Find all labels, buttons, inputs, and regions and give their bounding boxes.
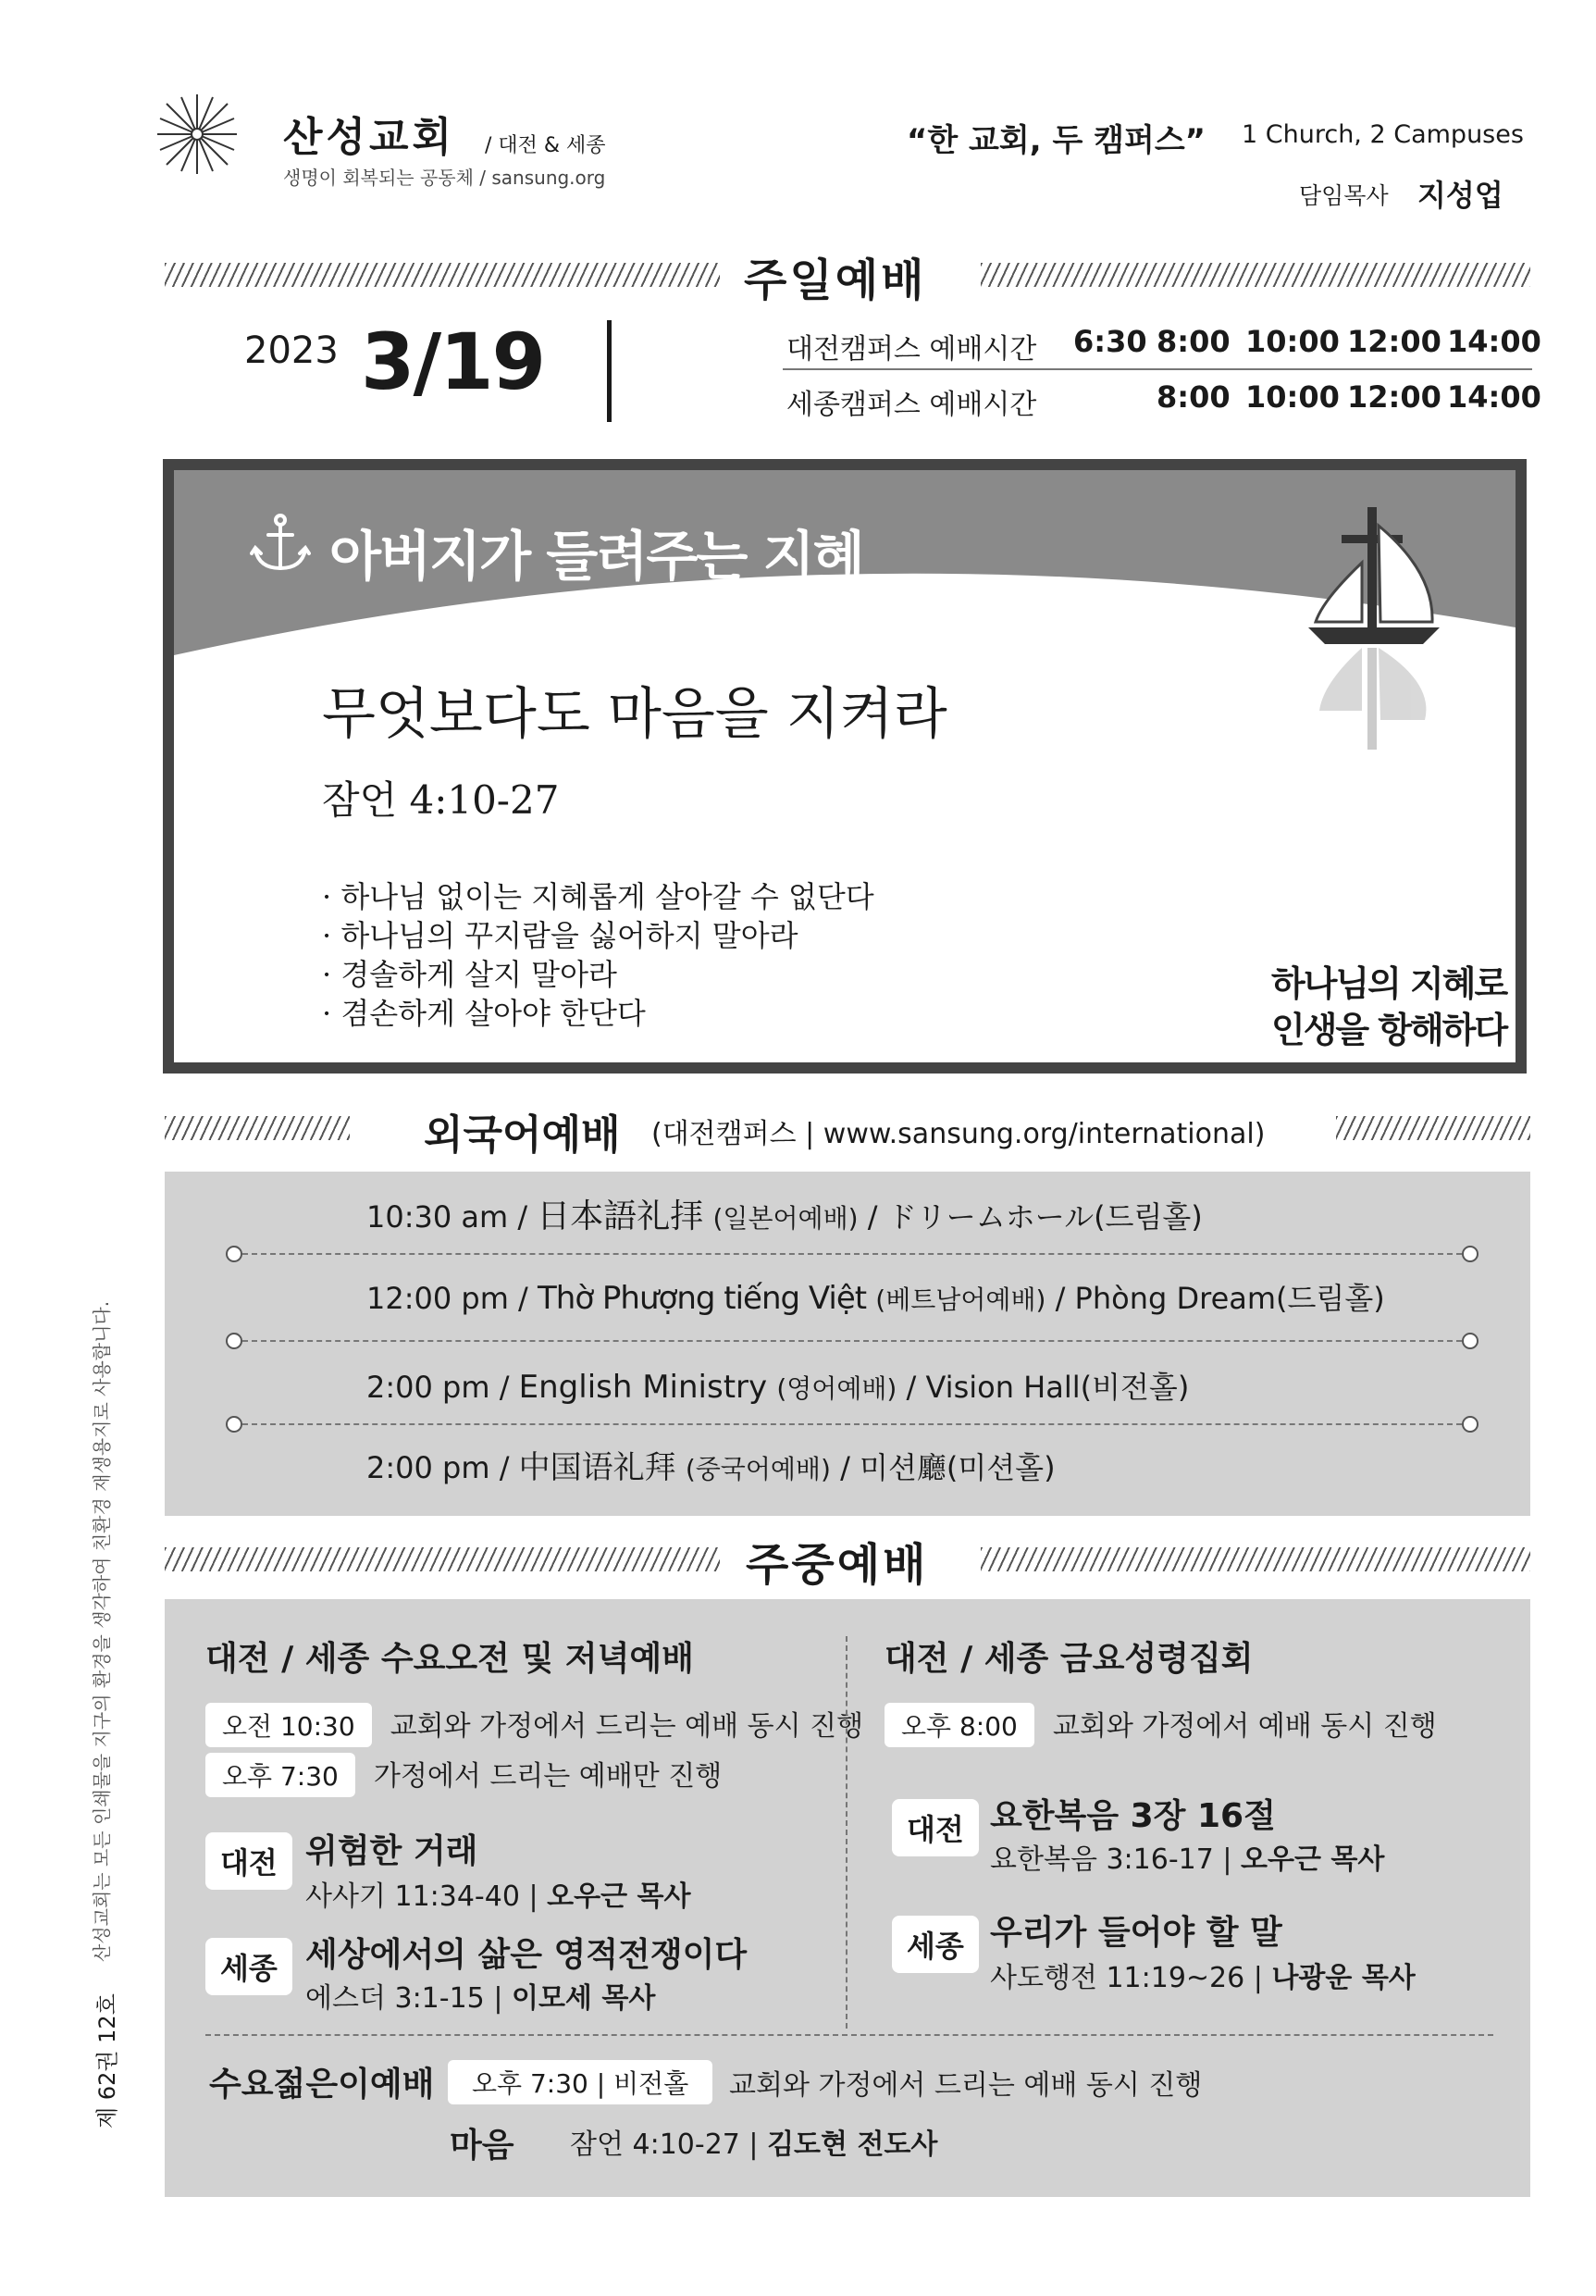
slot-desc: 가정에서 드리는 예배만 진행	[373, 1760, 723, 1793]
service-place: / Vision Hall(비전홀)	[906, 1370, 1190, 1405]
service-place: / ドリームホール(드림홀)	[867, 1199, 1203, 1235]
pastor-label: 담임목사	[1299, 182, 1389, 209]
service-time: 2:00 pm /	[366, 1370, 510, 1405]
dotted-divider	[242, 1253, 1462, 1255]
divider-dot	[1462, 1246, 1478, 1262]
service-ko: (영어예배)	[776, 1373, 897, 1404]
preacher: 김도현 전도사	[767, 2128, 938, 2161]
service-time: 2:00 pm /	[366, 1450, 510, 1485]
time-pill: 오후 7:30	[205, 1753, 355, 1797]
church-logo	[155, 93, 239, 176]
foreign-service-row	[366, 1364, 1189, 1407]
divider-dot	[226, 1246, 242, 1262]
section-divider	[165, 1116, 350, 1140]
section-divider	[165, 1547, 720, 1571]
preacher: 이모세 목사	[511, 1982, 656, 2015]
sermon-slogan-line2: 인생을 항해하다	[1271, 1010, 1507, 1050]
date-separator	[607, 320, 612, 422]
midweek-title: 주중예배	[746, 1539, 929, 1591]
fri-slot	[885, 1703, 1437, 1747]
time-pill: 오전 10:30	[205, 1703, 372, 1747]
wed-sejong-ref	[305, 1975, 655, 2016]
column-divider	[846, 1636, 847, 2029]
divider-dot	[226, 1333, 242, 1349]
scripture-ref: 잠언 4:10-27	[570, 2128, 740, 2161]
scripture-ref: 요한복음 3:16-17	[990, 1843, 1214, 1876]
ref-separator: |	[528, 1880, 548, 1913]
dotted-divider	[242, 1423, 1462, 1425]
service-name: English Ministry	[518, 1369, 768, 1406]
wed-slot	[205, 1703, 863, 1747]
schedule-rule	[783, 368, 1532, 370]
wed-heading: 대전 / 세종 수요오전 및 저녁예배	[205, 1640, 694, 1678]
youth-desc: 교회와 가정에서 드리는 예배 동시 진행	[729, 2069, 1203, 2102]
service-name: Thờ Phượng tiếng Việt	[538, 1280, 867, 1317]
anchor-icon	[250, 513, 311, 574]
sermon-slogan-line1: 하나님의 지혜로	[1271, 963, 1507, 1004]
issue-number: 제 62권 12호	[94, 1993, 120, 2128]
time-cell: 10:00	[1245, 324, 1340, 359]
slot-desc: 교회와 가정에서 예배 동시 진행	[1052, 1710, 1437, 1743]
divider-dot	[1462, 1333, 1478, 1349]
wed-daejeon-title: 위험한 거래	[305, 1832, 478, 1870]
ref-separator: |	[1253, 1962, 1272, 1994]
sunburst-logo-icon	[155, 93, 239, 176]
sailboat-cross-icon	[1305, 507, 1443, 757]
service-ko: (베트남어예배)	[875, 1285, 1046, 1315]
sejong-schedule-label: 세종캠퍼스 예배시간	[786, 389, 1037, 421]
fri-sejong-title: 우리가 들어야 할 말	[990, 1914, 1282, 1952]
daejeon-schedule-times	[1073, 324, 1541, 359]
ref-separator: |	[749, 2128, 768, 2161]
scripture-ref: 사도행전 11:19~26	[990, 1962, 1245, 1994]
youth-time: 오후 7:30	[472, 2068, 588, 2099]
youth-place: 비전홀	[613, 2068, 689, 2099]
youth-label: 수요젊은이예배	[209, 2066, 435, 2104]
sunday-title: 주일예배	[744, 254, 927, 306]
sermon-point: · 경솔하게 살지 말아라	[322, 957, 617, 992]
church-name: 산성교회	[283, 114, 456, 161]
slot-desc: 교회와 가정에서 드리는 예배 동시 진행	[390, 1710, 864, 1743]
service-ko: (중국어예배)	[685, 1454, 831, 1484]
divider-dot	[1462, 1416, 1478, 1433]
time-cell: 12:00	[1347, 324, 1441, 359]
preacher: 나광운 목사	[1271, 1962, 1416, 1994]
service-time: 12:00 pm /	[366, 1281, 528, 1316]
fri-heading: 대전 / 세종 금요성령집회	[885, 1640, 1254, 1678]
service-time: 10:30 am /	[366, 1199, 528, 1235]
wed-sejong-title: 세상에서의 삶은 영적전쟁이다	[305, 1936, 748, 1974]
campus-tag-sejong: 세종	[205, 1938, 292, 1995]
time-cell: 6:30	[1073, 324, 1147, 359]
motto-english: 1 Church, 2 Campuses	[1242, 120, 1524, 149]
youth-ref	[570, 2121, 937, 2162]
service-name: 日本語礼拝	[537, 1198, 704, 1235]
section-divider	[1336, 1116, 1530, 1140]
pill-separator: |	[596, 2068, 614, 2099]
sermon-box	[163, 459, 1527, 1074]
service-ko: (일본어예배)	[712, 1203, 859, 1234]
date: 3/19	[361, 316, 545, 407]
divider-dot	[226, 1416, 242, 1433]
fri-daejeon-title: 요한복음 3장 16절	[990, 1797, 1276, 1835]
ref-separator: |	[493, 1982, 512, 2015]
fri-daejeon-ref	[990, 1836, 1384, 1877]
youth-time-pill	[448, 2060, 712, 2104]
ref-separator: |	[1222, 1843, 1242, 1876]
daejeon-schedule-label: 대전캠퍼스 예배시간	[786, 333, 1037, 366]
section-divider	[981, 263, 1530, 287]
wed-daejeon-ref	[305, 1873, 691, 1914]
motto: “한 교회, 두 캠퍼스”	[907, 122, 1206, 159]
campus-tag-daejeon: 대전	[892, 1799, 979, 1856]
campus-tag-daejeon: 대전	[205, 1832, 292, 1890]
pastor-name: 지성업	[1417, 178, 1503, 213]
church-campus-sub: / 대전 & 세종	[485, 134, 606, 157]
service-place: / 미션廳(미션홀)	[840, 1450, 1056, 1485]
campus-tag-sejong: 세종	[892, 1916, 979, 1973]
time-cell: 8:00	[1157, 324, 1231, 359]
time-cell: 8:00	[1157, 379, 1231, 415]
time-pill: 오후 8:00	[885, 1703, 1034, 1747]
wed-slot	[205, 1753, 722, 1797]
sermon-point: · 하나님의 꾸지람을 싫어하지 말아라	[322, 918, 798, 953]
sermon-point: · 겸손하게 살아야 한단다	[322, 996, 646, 1031]
church-tagline: 생명이 회복되는 공동체 / sansung.org	[283, 167, 606, 189]
sermon-title: 무엇보다도 마음을 지켜라	[322, 682, 947, 747]
eco-note: 산성교회는 모든 인쇄물을 지구의 환경을 생각하여 친환경 재생용지로 사용합니다.	[91, 1300, 113, 1962]
scripture-ref: 사사기 11:34-40	[305, 1880, 520, 1913]
section-divider	[981, 1547, 1530, 1571]
youth-divider	[205, 2034, 1493, 2036]
foreign-subtitle: (대전캠퍼스 | www.sansung.org/international)	[651, 1118, 1266, 1150]
time-cell: 14:00	[1447, 379, 1541, 415]
year: 2023	[244, 329, 339, 372]
time-cell: 12:00	[1347, 379, 1441, 415]
sermon-banner-title: 아버지가 들려주는 지혜	[329, 525, 863, 588]
time-cell: 10:00	[1245, 379, 1340, 415]
sermon-point: · 하나님 없이는 지혜롭게 살아갈 수 없단다	[322, 879, 874, 914]
sejong-schedule-times	[1157, 379, 1541, 415]
foreign-service-row	[366, 1442, 1056, 1487]
preacher: 오우근 목사	[1241, 1843, 1385, 1876]
service-name: 中国语礼拜	[518, 1449, 676, 1486]
fri-sejong-ref	[990, 1955, 1416, 1995]
youth-title: 마음	[450, 2127, 514, 2165]
section-divider	[165, 263, 720, 287]
foreign-service-row	[366, 1190, 1203, 1237]
sermon-scripture: 잠언 4:10-27	[322, 777, 560, 823]
scripture-ref: 에스더 3:1-15	[305, 1982, 485, 2015]
foreign-title: 외국어예배	[424, 1111, 621, 1159]
service-place: / Phòng Dream(드림홀)	[1055, 1281, 1385, 1316]
foreign-service-row	[366, 1275, 1385, 1318]
preacher: 오우근 목사	[547, 1880, 691, 1913]
time-cell: 14:00	[1447, 324, 1541, 359]
dotted-divider	[242, 1340, 1462, 1342]
